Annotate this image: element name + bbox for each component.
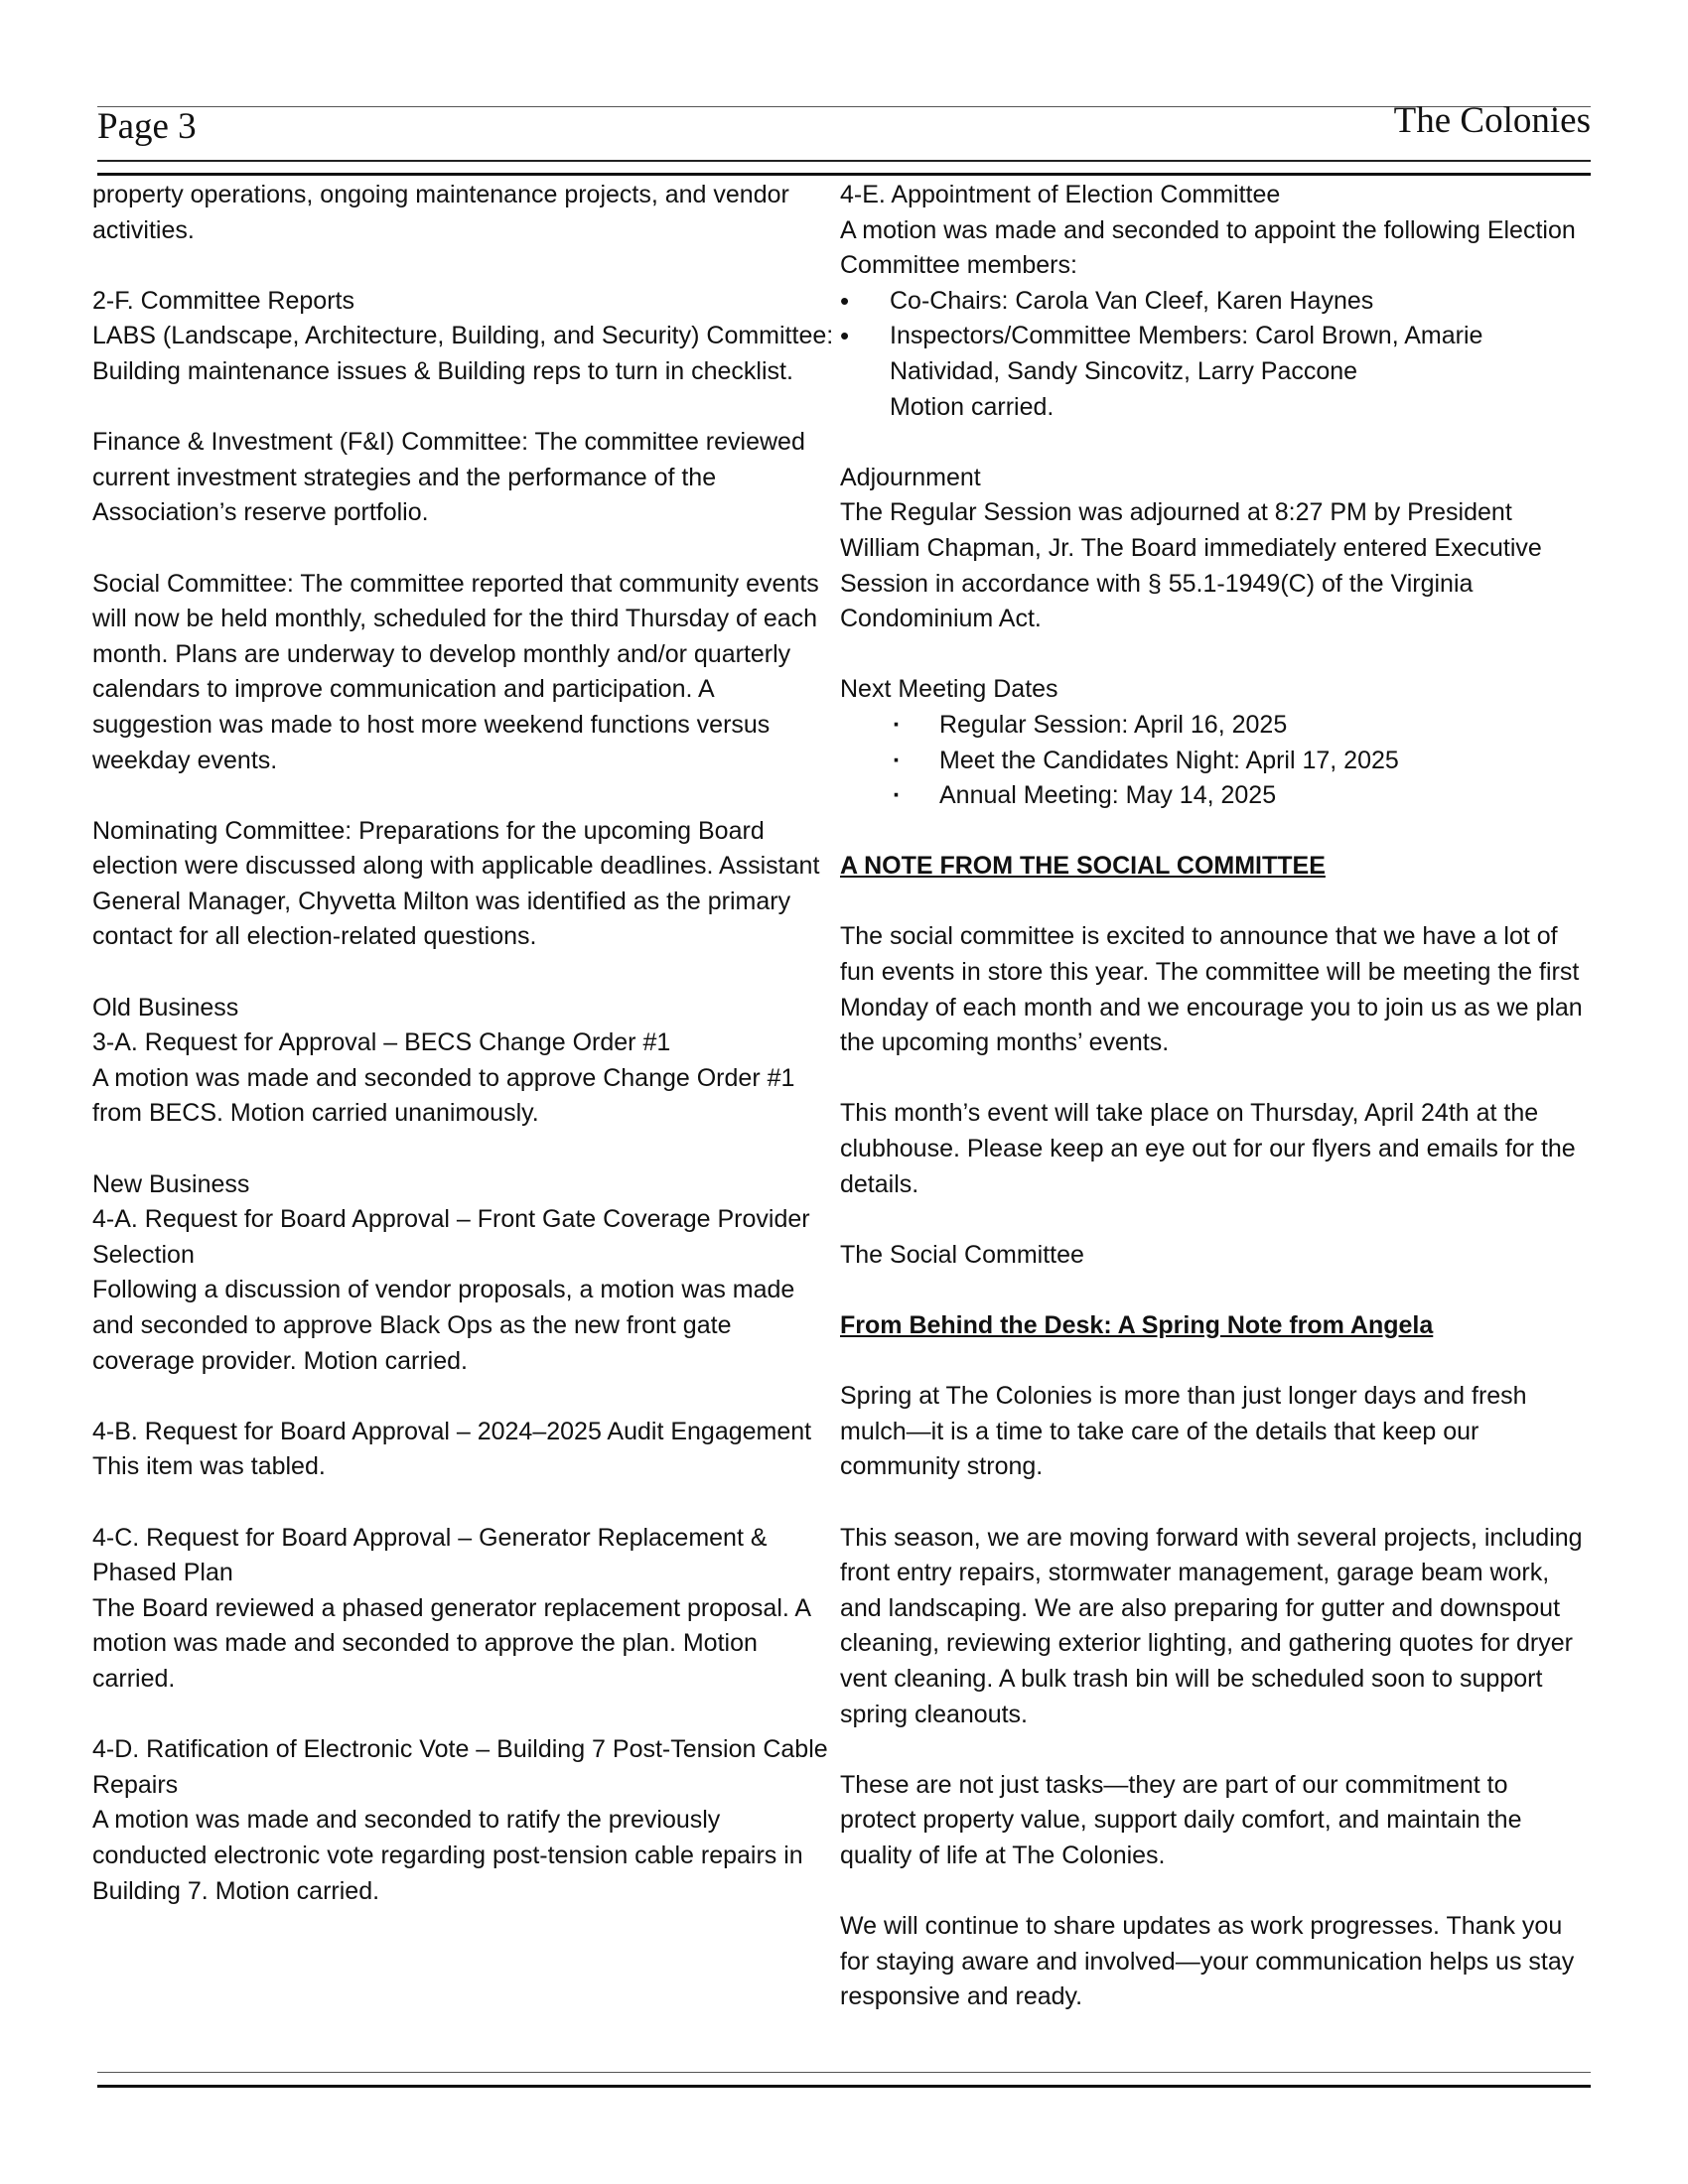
item-4e-result: Motion carried. xyxy=(890,392,1055,421)
item-4d-body: A motion was made and seconded to ratify the previously conducted electronic vote regarding post-tension cable repairs in Building 7. Motion carried. xyxy=(92,1806,803,1905)
publication-title: The Colonies xyxy=(1393,100,1591,141)
item-4a-body: Following a discussion of vendor proposals, a motion was made and seconded to approve Black Ops as the new front gate coverage provider. Motion carried. xyxy=(92,1276,795,1375)
adjournment-title: Adjournment xyxy=(840,463,981,491)
social-note-paragraph: This month’s event will take place on Thursday, April 24th at the clubhouse. Please keep an eye out for our flyers and emails for the details. xyxy=(840,1099,1576,1198)
left-column xyxy=(92,178,835,1909)
new-business-title: New Business xyxy=(92,1169,250,1198)
old-business-title: Old Business xyxy=(92,993,239,1022)
list-item: · Annual Meeting: May 14, 2025 xyxy=(840,778,1583,814)
desk-note-paragraph: We will continue to share updates as work progresses. Thank you for staying aware and involved—your communication helps us stay responsive and ready. xyxy=(840,1912,1575,2011)
committee-reports-title: 2-F. Committee Reports xyxy=(92,286,354,315)
item-4d-title: 4-D. Ratification of Electronic Vote – Building 7 Post-Tension Cable Repairs xyxy=(92,1735,828,1799)
social-note-paragraph: The social committee is excited to announce that we have a lot of fun events in store this year. The committee will be meeting the first Monday of each month and we encourage you to join us as we plan the upcoming months’ events. xyxy=(840,922,1583,1057)
next-meeting-title: Next Meeting Dates xyxy=(840,675,1058,704)
desk-note-paragraph: These are not just tasks—they are part of our commitment to protect property value, support daily comfort, and maintain the quality of life at The Colonies. xyxy=(840,1770,1522,1869)
header-rule-thick xyxy=(97,173,1591,176)
item-4b-title: 4-B. Request for Board Approval – 2024–2025 Audit Engagement xyxy=(92,1417,812,1445)
list-item: • Inspectors/Committee Members: Carol Brown, Amarie Natividad, Sandy Sincovitz, Larry Paccone xyxy=(840,319,1583,389)
header-rule-top xyxy=(97,106,1591,107)
finance-committee-report: Finance & Investment (F&I) Committee: The committee reviewed current investment strategies and the performance of the Association’s reserve portfolio. xyxy=(92,428,805,527)
item-4b-body: This item was tabled. xyxy=(92,1452,326,1481)
election-committee-list xyxy=(840,284,1583,390)
item-4a-title: 4-A. Request for Board Approval – Front Gate Coverage Provider Selection xyxy=(92,1205,810,1269)
labs-committee-report: LABS (Landscape, Architecture, Building, and Security) Committee: Building maintenance issues & Building reps to turn in checklist. xyxy=(92,322,834,385)
list-item: • Co-Chairs: Carola Van Cleef, Karen Haynes xyxy=(840,284,1583,320)
footer-rule xyxy=(97,2072,1591,2073)
desk-note-paragraph: Spring at The Colonies is more than just longer days and fresh mulch—it is a time to take care of the details that keep our community strong. xyxy=(840,1382,1527,1481)
item-4e-title: 4-E. Appointment of Election Committee xyxy=(840,181,1281,208)
adjournment-body: The Regular Session was adjourned at 8:27 PM by President William Chapman, Jr. The Board immediately entered Executive Session in accordance with § 55.1-1949(C) of the Virginia Condominium Act. xyxy=(840,498,1542,633)
nominating-committee-report: Nominating Committee: Preparations for the upcoming Board election were discussed along with applicable deadlines. Assistant General Manager, Chyvetta Milton was identified as the primary contact for all election-related questions. xyxy=(92,816,820,951)
next-meeting-list xyxy=(840,708,1583,814)
item-4c-title: 4-C. Request for Board Approval – Generator Replacement & Phased Plan xyxy=(92,1523,768,1587)
social-note-signature: The Social Committee xyxy=(840,1240,1084,1269)
social-committee-report: Social Committee: The committee reported that community events will now be held monthly, scheduled for the third Thursday of each month. Plans are underway to develop monthly and/or quarterly calendars to improve communication and participation. A suggestion was made to host more weekend functions versus weekday events. xyxy=(92,569,819,774)
page-number: Page 3 xyxy=(97,106,197,147)
header-rule xyxy=(97,160,1591,162)
continued-paragraph: property operations, ongoing maintenance projects, and vendor activities. xyxy=(92,181,789,244)
item-3a-title: 3-A. Request for Approval – BECS Change Order #1 xyxy=(92,1028,671,1057)
item-4c-body: The Board reviewed a phased generator replacement proposal. A motion was made and seconded to approve the plan. Motion carried. xyxy=(92,1593,810,1693)
desk-note-heading: From Behind the Desk: A Spring Note from Angela xyxy=(840,1311,1434,1339)
desk-note-paragraph: This season, we are moving forward with several projects, including front entry repairs, stormwater management, garage beam work, and landscaping. We are also preparing for gutter and downspout cleaning, reviewing exterior lighting, and gathering quotes for dryer vent cleaning. A bulk trash bin will be scheduled soon to support spring cleanouts. xyxy=(840,1523,1583,1728)
list-item: · Meet the Candidates Night: April 17, 2025 xyxy=(840,744,1583,779)
list-item: · Regular Session: April 16, 2025 xyxy=(840,708,1583,744)
right-column xyxy=(840,178,1583,2015)
social-note-heading: A NOTE FROM THE SOCIAL COMMITTEE xyxy=(840,852,1326,881)
item-4e-body: A motion was made and seconded to appoint the following Election Committee members: xyxy=(840,215,1576,280)
footer-rule-thick xyxy=(97,2085,1591,2088)
item-3a-body: A motion was made and seconded to approve Change Order #1 from BECS. Motion carried unanimously. xyxy=(92,1063,795,1128)
